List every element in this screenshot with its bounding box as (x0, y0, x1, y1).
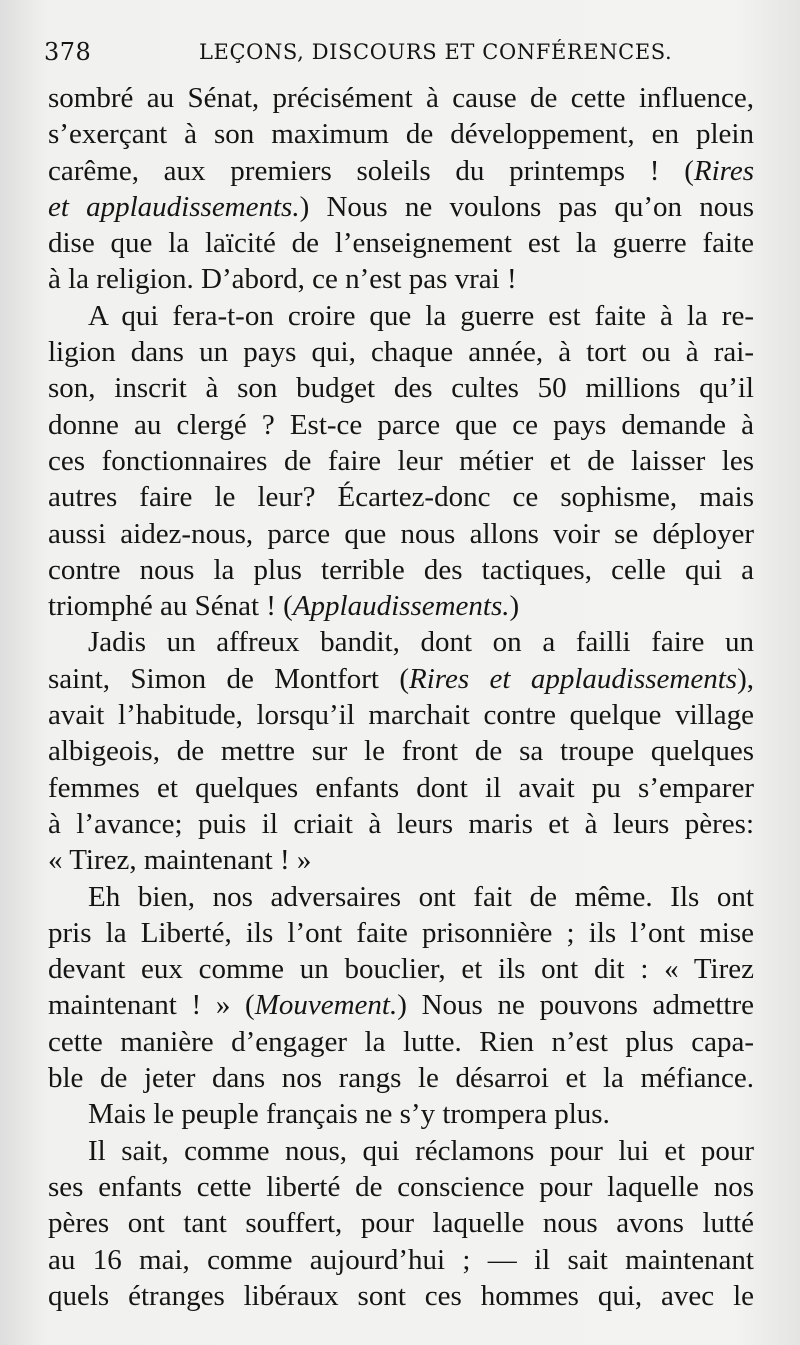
text-line (48, 552, 754, 588)
text-line (48, 697, 754, 733)
text-fragment: pères ont tant souffert, pour laquelle nous avons lutté (48, 1207, 754, 1240)
text-fragment: avait l’habitude, lorsqu’il marchait contre quelque village (48, 699, 754, 732)
text-fragment: ), (737, 662, 754, 695)
text-line (48, 370, 754, 406)
text-line (48, 225, 754, 261)
text-line (48, 1096, 754, 1132)
text-fragment: ) Nous ne pouvons admettre (397, 989, 754, 1022)
text-fragment: A qui fera-t-on croire que la guerre est faite à la re- (88, 299, 754, 332)
text-line (48, 298, 754, 334)
text-fragment: Jadis un affreux bandit, dont on a failli faire un (88, 626, 754, 659)
text-fragment: Il sait, comme nous, qui réclamons pour lui et pour (88, 1134, 754, 1167)
text-line (48, 153, 754, 189)
text-fragment: albigeois, de mettre sur le front de sa troupe quelques (48, 735, 754, 768)
text-fragment: ble de jeter dans nos rangs le désarroi et la méfiance. (48, 1062, 754, 1095)
text-fragment: pris la Liberté, ils l’ont faite prisonnière ; ils l’ont mise (48, 916, 754, 949)
text-line (48, 116, 754, 152)
text-fragment: aussi aidez-nous, parce que nous allons voir se déployer (48, 517, 754, 550)
text-line (48, 624, 754, 660)
text-line (48, 806, 754, 842)
italic-text-fragment: et applaudissements. (48, 190, 300, 223)
text-line (48, 443, 754, 479)
body-text (48, 80, 754, 1314)
italic-text-fragment: Rires (693, 154, 754, 187)
italic-text-fragment: Rires et applaudissements (409, 662, 738, 695)
text-line (48, 407, 754, 443)
page-number: 378 (44, 38, 92, 66)
text-line (48, 479, 754, 515)
text-line (48, 770, 754, 806)
text-fragment: ) (509, 590, 520, 623)
text-line (48, 661, 754, 697)
text-line (48, 1205, 754, 1241)
italic-text-fragment: Mouvement. (254, 989, 398, 1022)
text-fragment: quels étranges libéraux sont ces hommes qui, avec le (48, 1279, 754, 1312)
italic-text-fragment: Applaudissements. (292, 590, 510, 623)
text-fragment: saint, Simon de Montfort ( (48, 662, 410, 695)
text-fragment: devant eux comme un bouclier, et ils ont dit : « Tirez (48, 953, 754, 986)
text-line (48, 987, 754, 1023)
text-fragment: au 16 mai, comme aujourd’hui ; — il sait maintenant (48, 1243, 754, 1276)
text-fragment: ses enfants cette liberté de conscience pour laquelle nos (48, 1170, 754, 1203)
text-fragment: contre nous la plus terrible des tactiques, celle qui a (48, 553, 754, 586)
text-line (48, 588, 754, 624)
text-fragment: dise que la laïcité de l’enseignement est la guerre faite (48, 227, 754, 260)
text-fragment: triomphé au Sénat ! ( (48, 590, 293, 623)
text-line (48, 189, 754, 225)
text-fragment: ligion dans un pays qui, chaque année, à tort ou à rai- (48, 336, 754, 369)
text-line (48, 1242, 754, 1278)
text-fragment: à la religion. D’abord, ce n’est pas vrai ! (48, 263, 517, 296)
running-head: LEÇONS, DISCOURS ET CONFÉRENCES. (199, 40, 673, 64)
text-fragment: maintenant ! » ( (48, 989, 255, 1022)
page-header (44, 38, 756, 74)
text-fragment: Mais le peuple français ne s’y trompera plus. (88, 1098, 610, 1131)
text-fragment: Eh bien, nos adversaires ont fait de même. Ils ont (88, 880, 754, 913)
text-fragment: sombré au Sénat, précisément à cause de cette influence, (48, 82, 754, 114)
text-fragment: donne au clergé ? Est-ce parce que ce pays demande à (48, 408, 754, 441)
text-line (48, 1133, 754, 1169)
text-line (48, 516, 754, 552)
text-fragment: à l’avance; puis il criait à leurs maris et à leurs pères: (48, 807, 754, 840)
text-fragment: ces fonctionnaires de faire leur métier et de laisser les (48, 444, 754, 477)
text-fragment: autres faire le leur? Écartez-donc ce sophisme, mais (48, 481, 754, 514)
text-line (48, 915, 754, 951)
text-fragment: femmes et quelques enfants dont il avait pu s’emparer (48, 771, 754, 804)
text-fragment: s’exerçant à son maximum de développement, en plein (48, 118, 754, 151)
text-line (48, 842, 754, 878)
text-fragment: « Tirez, maintenant ! » (48, 844, 312, 877)
text-fragment: cette manière d’engager la lutte. Rien n’est plus capa- (48, 1025, 754, 1058)
text-line (48, 261, 754, 297)
text-fragment: ) Nous ne voulons pas qu’on nous (299, 190, 754, 223)
text-line (48, 334, 754, 370)
text-fragment: son, inscrit à son budget des cultes 50 millions qu’il (48, 372, 754, 405)
text-line (48, 80, 754, 116)
text-line (48, 1024, 754, 1060)
text-line (48, 879, 754, 915)
text-line (48, 951, 754, 987)
text-line (48, 1169, 754, 1205)
text-line (48, 1278, 754, 1314)
text-line (48, 733, 754, 769)
text-line (48, 1060, 754, 1096)
text-fragment: carême, aux premiers soleils du printemps ! ( (48, 154, 694, 187)
